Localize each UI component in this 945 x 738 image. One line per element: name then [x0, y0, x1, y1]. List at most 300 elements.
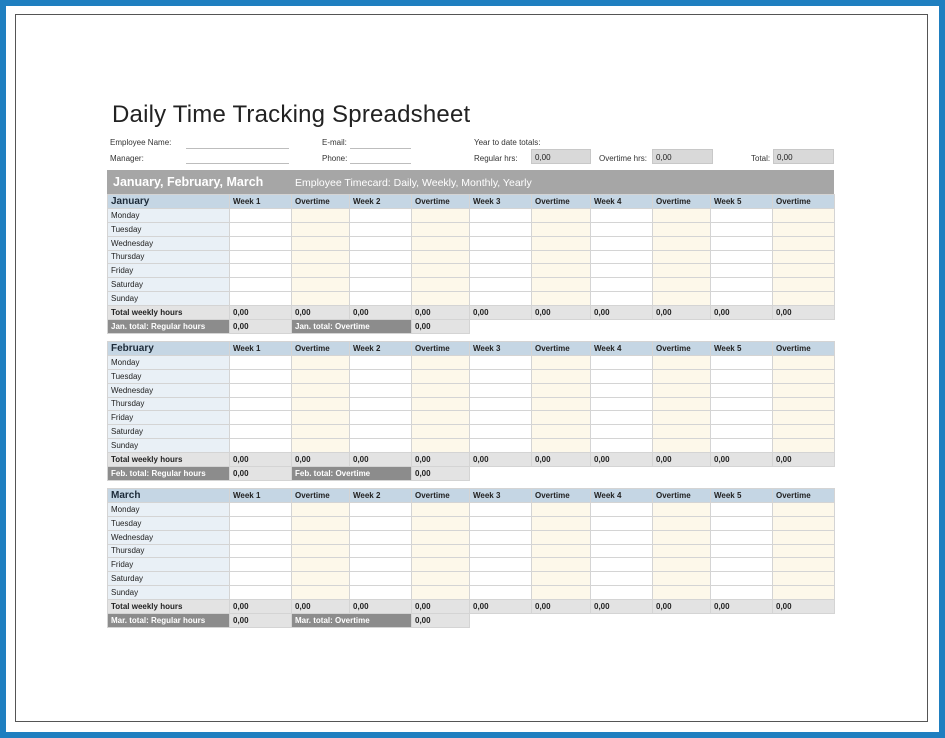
hours-cell[interactable]: [350, 572, 412, 586]
overtime-hours-cell[interactable]: [532, 544, 591, 558]
weekly-total-value: 0,00: [653, 599, 711, 613]
hours-cell[interactable]: [350, 278, 412, 292]
hours-cell[interactable]: [711, 356, 773, 370]
hours-cell[interactable]: [350, 503, 412, 517]
overtime-hours-cell[interactable]: [532, 383, 591, 397]
day-label: Sunday: [108, 292, 230, 306]
email-label: E-mail:: [322, 138, 347, 147]
monthly-summary-row: [108, 613, 835, 627]
overtime-hours-cell[interactable]: [653, 425, 711, 439]
hours-cell[interactable]: [591, 278, 653, 292]
overtime-hours-cell[interactable]: [773, 356, 835, 370]
overtime-hours-cell[interactable]: [412, 397, 470, 411]
overtime-hours-cell[interactable]: [412, 292, 470, 306]
overtime-hours-cell[interactable]: [412, 558, 470, 572]
total-weekly-row: [108, 452, 835, 466]
hours-cell[interactable]: [350, 292, 412, 306]
manager-field[interactable]: [186, 163, 289, 164]
timesheet-march: [107, 488, 835, 628]
overtime-hours-cell[interactable]: [653, 369, 711, 383]
overtime-hours-cell[interactable]: [773, 264, 835, 278]
month-overtime-total-label: Jan. total: Overtime: [292, 319, 412, 333]
hours-cell[interactable]: [470, 292, 532, 306]
hours-cell[interactable]: [470, 530, 532, 544]
overtime-hours-cell[interactable]: [292, 222, 350, 236]
week-column-header: Week 4: [591, 195, 653, 209]
overtime-hours-cell[interactable]: [532, 558, 591, 572]
day-label: Sunday: [108, 439, 230, 453]
month-overtime-total-value: 0,00: [412, 613, 470, 627]
overtime-hours-cell[interactable]: [532, 356, 591, 370]
hours-cell[interactable]: [470, 383, 532, 397]
weekly-total-value: 0,00: [230, 452, 292, 466]
hours-cell[interactable]: [230, 369, 292, 383]
hours-cell[interactable]: [591, 530, 653, 544]
weekly-total-value: 0,00: [773, 452, 835, 466]
monthly-summary-row: [108, 466, 835, 480]
day-row: [108, 356, 835, 370]
overtime-column-header: Overtime: [532, 195, 591, 209]
day-row: [108, 292, 835, 306]
overtime-hours-cell[interactable]: [773, 439, 835, 453]
overtime-hours-cell[interactable]: [292, 558, 350, 572]
overtime-hours-cell[interactable]: [292, 572, 350, 586]
hours-cell[interactable]: [711, 411, 773, 425]
hours-cell[interactable]: [230, 292, 292, 306]
day-row: [108, 383, 835, 397]
hours-cell[interactable]: [711, 278, 773, 292]
overtime-column-header: Overtime: [292, 489, 350, 503]
month-regular-total-label: Jan. total: Regular hours: [108, 319, 230, 333]
hours-cell[interactable]: [350, 250, 412, 264]
day-label: Saturday: [108, 572, 230, 586]
overtime-hours-cell[interactable]: [653, 544, 711, 558]
hours-cell[interactable]: [230, 236, 292, 250]
overtime-column-header: Overtime: [653, 489, 711, 503]
hours-cell[interactable]: [230, 356, 292, 370]
overtime-hours-cell[interactable]: [773, 411, 835, 425]
day-label: Saturday: [108, 278, 230, 292]
hours-cell[interactable]: [591, 572, 653, 586]
hours-cell[interactable]: [230, 558, 292, 572]
overtime-hours-cell[interactable]: [412, 250, 470, 264]
hours-cell[interactable]: [350, 425, 412, 439]
overtime-hours-cell[interactable]: [292, 383, 350, 397]
hours-cell[interactable]: [591, 383, 653, 397]
hours-cell[interactable]: [350, 264, 412, 278]
week-column-header: Week 1: [230, 489, 292, 503]
overtime-hours-cell[interactable]: [773, 383, 835, 397]
overtime-hours-cell[interactable]: [292, 516, 350, 530]
day-label: Monday: [108, 356, 230, 370]
hours-cell[interactable]: [591, 209, 653, 223]
overtime-hours-cell[interactable]: [653, 397, 711, 411]
weekly-total-value: 0,00: [532, 452, 591, 466]
overtime-hours-cell[interactable]: [292, 209, 350, 223]
hours-cell[interactable]: [591, 439, 653, 453]
hours-cell[interactable]: [470, 264, 532, 278]
page-title: Daily Time Tracking Spreadsheet: [112, 101, 471, 128]
day-row: [108, 236, 835, 250]
day-label: Wednesday: [108, 530, 230, 544]
overtime-hours-cell[interactable]: [532, 397, 591, 411]
hours-cell[interactable]: [230, 516, 292, 530]
day-label: Wednesday: [108, 236, 230, 250]
hours-cell[interactable]: [470, 397, 532, 411]
overtime-hours-cell[interactable]: [532, 292, 591, 306]
hours-cell[interactable]: [711, 209, 773, 223]
overtime-hours-cell[interactable]: [292, 250, 350, 264]
overtime-hours-cell[interactable]: [412, 503, 470, 517]
week-column-header: Week 5: [711, 195, 773, 209]
overtime-hours-cell[interactable]: [653, 278, 711, 292]
overtime-hours-cell[interactable]: [653, 209, 711, 223]
hours-cell[interactable]: [470, 425, 532, 439]
hours-cell[interactable]: [591, 411, 653, 425]
total-label: Total:: [751, 154, 771, 163]
overtime-hours-cell[interactable]: [773, 425, 835, 439]
overtime-hours-cell[interactable]: [653, 383, 711, 397]
overtime-hours-cell[interactable]: [532, 425, 591, 439]
day-label: Thursday: [108, 250, 230, 264]
overtime-hours-cell[interactable]: [292, 236, 350, 250]
hours-cell[interactable]: [711, 383, 773, 397]
day-label: Friday: [108, 264, 230, 278]
hours-cell[interactable]: [470, 236, 532, 250]
hours-cell[interactable]: [711, 586, 773, 600]
overtime-column-header: Overtime: [532, 342, 591, 356]
hours-cell[interactable]: [350, 530, 412, 544]
overtime-hours-cell[interactable]: [292, 356, 350, 370]
overtime-hours-cell[interactable]: [412, 222, 470, 236]
hours-cell[interactable]: [591, 292, 653, 306]
hours-cell[interactable]: [711, 250, 773, 264]
hours-cell[interactable]: [470, 572, 532, 586]
day-label: Friday: [108, 411, 230, 425]
hours-cell[interactable]: [591, 236, 653, 250]
total-weekly-label: Total weekly hours: [108, 599, 230, 613]
hours-cell[interactable]: [350, 383, 412, 397]
overtime-hours-cell[interactable]: [412, 439, 470, 453]
overtime-hours-cell[interactable]: [292, 530, 350, 544]
hours-cell[interactable]: [711, 264, 773, 278]
overtime-hours-cell[interactable]: [292, 544, 350, 558]
month-header-row: [108, 489, 835, 503]
overtime-hours-cell[interactable]: [532, 236, 591, 250]
hours-cell[interactable]: [470, 369, 532, 383]
hours-cell[interactable]: [591, 369, 653, 383]
day-row: [108, 530, 835, 544]
hours-cell[interactable]: [350, 558, 412, 572]
overtime-hours-cell[interactable]: [653, 586, 711, 600]
overtime-hours-cell[interactable]: [773, 250, 835, 264]
hours-cell[interactable]: [350, 209, 412, 223]
overtime-hours-cell[interactable]: [532, 250, 591, 264]
hours-cell[interactable]: [230, 530, 292, 544]
hours-cell[interactable]: [470, 411, 532, 425]
day-label: Tuesday: [108, 516, 230, 530]
overtime-hours-cell[interactable]: [653, 264, 711, 278]
day-row: [108, 222, 835, 236]
overtime-hours-cell[interactable]: [653, 250, 711, 264]
day-row: [108, 278, 835, 292]
month-regular-total-label: Feb. total: Regular hours: [108, 466, 230, 480]
overtime-hours-cell[interactable]: [292, 369, 350, 383]
overtime-hours-cell[interactable]: [773, 572, 835, 586]
hours-cell[interactable]: [470, 209, 532, 223]
hours-cell[interactable]: [711, 425, 773, 439]
hours-cell[interactable]: [350, 236, 412, 250]
hours-cell[interactable]: [591, 503, 653, 517]
hours-cell[interactable]: [350, 411, 412, 425]
overtime-hours-cell[interactable]: [653, 411, 711, 425]
week-column-header: Week 3: [470, 342, 532, 356]
hours-cell[interactable]: [230, 278, 292, 292]
month-regular-total-label: Mar. total: Regular hours: [108, 613, 230, 627]
overtime-hours-cell[interactable]: [412, 572, 470, 586]
weekly-total-value: 0,00: [412, 452, 470, 466]
hours-cell[interactable]: [230, 250, 292, 264]
hours-cell[interactable]: [711, 572, 773, 586]
overtime-hours-cell[interactable]: [292, 425, 350, 439]
hours-cell[interactable]: [350, 369, 412, 383]
week-column-header: Week 3: [470, 489, 532, 503]
overtime-hours-cell[interactable]: [292, 439, 350, 453]
hours-cell[interactable]: [230, 383, 292, 397]
overtime-hours-cell[interactable]: [653, 236, 711, 250]
hours-cell[interactable]: [230, 439, 292, 453]
overtime-hours-cell[interactable]: [412, 264, 470, 278]
hours-cell[interactable]: [230, 264, 292, 278]
hours-cell[interactable]: [230, 586, 292, 600]
hours-cell[interactable]: [230, 572, 292, 586]
total-weekly-row: [108, 599, 835, 613]
week-column-header: Week 1: [230, 195, 292, 209]
hours-cell[interactable]: [230, 222, 292, 236]
week-column-header: Week 3: [470, 195, 532, 209]
overtime-hours-cell[interactable]: [532, 264, 591, 278]
day-label: Thursday: [108, 544, 230, 558]
overtime-hours-cell[interactable]: [412, 425, 470, 439]
timesheet-february: [107, 341, 835, 481]
overtime-hours-cell[interactable]: [653, 516, 711, 530]
hours-cell[interactable]: [230, 425, 292, 439]
overtime-hours-cell[interactable]: [412, 544, 470, 558]
weekly-total-value: 0,00: [470, 599, 532, 613]
hours-cell[interactable]: [711, 558, 773, 572]
overtime-hours-cell[interactable]: [412, 369, 470, 383]
overtime-hours-cell[interactable]: [773, 586, 835, 600]
hours-cell[interactable]: [591, 425, 653, 439]
email-field[interactable]: [350, 148, 411, 149]
overtime-hours-cell[interactable]: [773, 209, 835, 223]
weekly-total-value: 0,00: [350, 305, 412, 319]
month-header-row: [108, 342, 835, 356]
overtime-hours-cell[interactable]: [773, 397, 835, 411]
hours-cell[interactable]: [591, 264, 653, 278]
hours-cell[interactable]: [350, 516, 412, 530]
hours-cell[interactable]: [350, 356, 412, 370]
hours-cell[interactable]: [470, 586, 532, 600]
overtime-hours-cell[interactable]: [653, 530, 711, 544]
overtime-hours-cell[interactable]: [773, 530, 835, 544]
week-column-header: Week 1: [230, 342, 292, 356]
hours-cell[interactable]: [711, 292, 773, 306]
ytd-regular-hrs-value: 0,00: [531, 149, 591, 164]
week-column-header: Week 2: [350, 489, 412, 503]
weekly-total-value: 0,00: [470, 452, 532, 466]
overtime-hours-cell[interactable]: [532, 516, 591, 530]
overtime-hours-cell[interactable]: [532, 503, 591, 517]
hours-cell[interactable]: [470, 503, 532, 517]
overtime-hours-cell[interactable]: [653, 572, 711, 586]
phone-label: Phone:: [322, 154, 348, 163]
employee-name-field[interactable]: [186, 148, 289, 149]
week-column-header: Week 5: [711, 342, 773, 356]
overtime-hours-cell[interactable]: [773, 503, 835, 517]
hours-cell[interactable]: [470, 544, 532, 558]
overtime-hours-cell[interactable]: [292, 264, 350, 278]
weekly-total-value: 0,00: [773, 599, 835, 613]
overtime-hours-cell[interactable]: [412, 236, 470, 250]
overtime-hours-cell[interactable]: [532, 439, 591, 453]
overtime-hours-cell[interactable]: [292, 586, 350, 600]
month-regular-total-value: 0,00: [230, 466, 292, 480]
weekly-total-value: 0,00: [532, 305, 591, 319]
overtime-hours-cell[interactable]: [653, 503, 711, 517]
day-label: Thursday: [108, 397, 230, 411]
overtime-hours-cell[interactable]: [292, 503, 350, 517]
overtime-hours-cell[interactable]: [532, 369, 591, 383]
overtime-hours-cell[interactable]: [292, 292, 350, 306]
overtime-hours-cell[interactable]: [532, 572, 591, 586]
day-label: Sunday: [108, 586, 230, 600]
hours-cell[interactable]: [591, 586, 653, 600]
hours-cell[interactable]: [350, 222, 412, 236]
overtime-hours-cell[interactable]: [773, 278, 835, 292]
summary-spacer: [470, 319, 835, 333]
weekly-total-value: 0,00: [292, 452, 350, 466]
overtime-hours-cell[interactable]: [532, 222, 591, 236]
hours-cell[interactable]: [350, 397, 412, 411]
total-weekly-label: Total weekly hours: [108, 452, 230, 466]
hours-cell[interactable]: [470, 222, 532, 236]
overtime-hours-cell[interactable]: [653, 558, 711, 572]
overtime-hours-cell[interactable]: [653, 292, 711, 306]
hours-cell[interactable]: [711, 530, 773, 544]
overtime-hours-cell[interactable]: [412, 356, 470, 370]
hours-cell[interactable]: [711, 236, 773, 250]
overtime-hours-cell[interactable]: [532, 209, 591, 223]
phone-field[interactable]: [350, 163, 411, 164]
hours-cell[interactable]: [711, 222, 773, 236]
hours-cell[interactable]: [230, 411, 292, 425]
hours-cell[interactable]: [591, 558, 653, 572]
ytd-total-value: 0,00: [773, 149, 834, 164]
overtime-hours-cell[interactable]: [292, 411, 350, 425]
hours-cell[interactable]: [230, 397, 292, 411]
overtime-column-header: Overtime: [653, 342, 711, 356]
hours-cell[interactable]: [711, 503, 773, 517]
hours-cell[interactable]: [591, 222, 653, 236]
overtime-hours-cell[interactable]: [412, 516, 470, 530]
day-row: [108, 369, 835, 383]
hours-cell[interactable]: [470, 516, 532, 530]
hours-cell[interactable]: [711, 439, 773, 453]
total-weekly-row: [108, 305, 835, 319]
overtime-column-header: Overtime: [653, 195, 711, 209]
overtime-hours-cell[interactable]: [653, 356, 711, 370]
hours-cell[interactable]: [470, 356, 532, 370]
hours-cell[interactable]: [350, 544, 412, 558]
overtime-hours-cell[interactable]: [773, 516, 835, 530]
hours-cell[interactable]: [470, 278, 532, 292]
day-label: Monday: [108, 209, 230, 223]
overtime-hours-cell[interactable]: [292, 397, 350, 411]
weekly-total-value: 0,00: [470, 305, 532, 319]
overtime-column-header: Overtime: [412, 342, 470, 356]
weekly-total-value: 0,00: [711, 452, 773, 466]
hours-cell[interactable]: [591, 397, 653, 411]
hours-cell[interactable]: [711, 369, 773, 383]
overtime-hours-cell[interactable]: [532, 411, 591, 425]
overtime-hours-cell[interactable]: [292, 278, 350, 292]
hours-cell[interactable]: [711, 544, 773, 558]
overtime-hours-cell[interactable]: [532, 278, 591, 292]
weekly-total-value: 0,00: [412, 599, 470, 613]
overtime-hours-cell[interactable]: [412, 586, 470, 600]
hours-cell[interactable]: [230, 544, 292, 558]
overtime-hours-cell[interactable]: [412, 383, 470, 397]
overtime-hours-cell[interactable]: [532, 586, 591, 600]
hours-cell[interactable]: [591, 516, 653, 530]
overtime-hours-cell[interactable]: [773, 236, 835, 250]
overtime-hours-cell[interactable]: [653, 222, 711, 236]
overtime-hours-cell[interactable]: [773, 558, 835, 572]
hours-cell[interactable]: [591, 544, 653, 558]
hours-cell[interactable]: [711, 397, 773, 411]
overtime-hours-cell[interactable]: [412, 209, 470, 223]
hours-cell[interactable]: [470, 558, 532, 572]
overtime-hours-cell[interactable]: [773, 292, 835, 306]
overtime-hours-cell[interactable]: [412, 530, 470, 544]
hours-cell[interactable]: [591, 356, 653, 370]
overtime-hours-cell[interactable]: [773, 544, 835, 558]
hours-cell[interactable]: [591, 250, 653, 264]
overtime-hours-cell[interactable]: [773, 222, 835, 236]
month-header-row: [108, 195, 835, 209]
hours-cell[interactable]: [470, 250, 532, 264]
week-column-header: Week 2: [350, 195, 412, 209]
week-column-header: Week 2: [350, 342, 412, 356]
hours-cell[interactable]: [350, 439, 412, 453]
weekly-total-value: 0,00: [412, 305, 470, 319]
hours-cell[interactable]: [350, 586, 412, 600]
week-column-header: Week 4: [591, 342, 653, 356]
hours-cell[interactable]: [230, 209, 292, 223]
day-label: Monday: [108, 503, 230, 517]
overtime-hours-cell[interactable]: [412, 278, 470, 292]
overtime-hours-cell[interactable]: [773, 369, 835, 383]
overtime-hours-cell[interactable]: [653, 439, 711, 453]
overtime-hours-cell[interactable]: [532, 530, 591, 544]
day-row: [108, 516, 835, 530]
day-row: [108, 425, 835, 439]
hours-cell[interactable]: [230, 503, 292, 517]
overtime-hours-cell[interactable]: [412, 411, 470, 425]
hours-cell[interactable]: [711, 516, 773, 530]
hours-cell[interactable]: [470, 439, 532, 453]
